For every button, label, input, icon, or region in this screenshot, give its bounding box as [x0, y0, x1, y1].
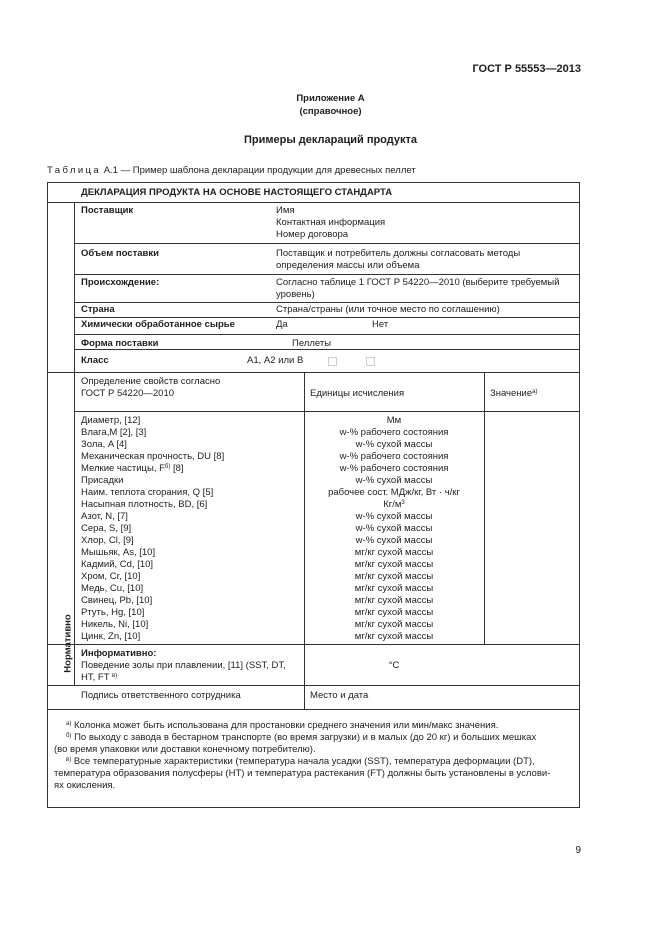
property-name	[81, 451, 224, 463]
property-unit	[304, 583, 484, 595]
property-unit-text: мг/кг сухой массы	[354, 571, 434, 582]
footnote-line	[66, 732, 536, 744]
origin-line: Согласно таблице 1 ГОСТ Р 54220—2010 (выберите требуемый	[276, 277, 560, 288]
origin-label-text: Происхождение:	[81, 277, 160, 288]
property-name-text: Сера, S, [9]	[81, 523, 132, 534]
origin-line: уровень)	[276, 289, 315, 300]
footnote-text: температура образования полусферы (HT) и температура растекания (FT) должны быть установлены в услови-	[54, 768, 551, 779]
property-unit-text: Кг/м	[383, 499, 402, 510]
footnote-text: ях окисления.	[54, 780, 116, 791]
page-title: Примеры деклараций продукта	[243, 134, 418, 146]
fines-sup: б)	[164, 464, 171, 470]
property-name	[81, 571, 140, 583]
property-unit	[304, 607, 484, 619]
row-divider	[74, 302, 579, 303]
property-name-text: Медь, Cu, [10]	[81, 583, 144, 594]
column-divider	[74, 202, 75, 685]
class-checkbox	[366, 357, 375, 366]
property-unit-text: w-% рабочего состояния	[339, 451, 449, 462]
row-divider	[48, 644, 579, 645]
footnote-mark: в)	[66, 757, 72, 763]
form-value: Пеллеты	[292, 338, 332, 349]
property-unit-text: w-% сухой массы	[355, 439, 433, 450]
property-unit	[304, 631, 484, 643]
property-unit-text: w-% сухой массы	[355, 523, 433, 534]
appendix-heading	[0, 92, 661, 118]
property-unit-text: мг/кг сухой массы	[354, 631, 434, 642]
property-unit	[304, 475, 484, 487]
country-label: Страна	[81, 304, 115, 315]
property-name	[81, 583, 143, 595]
footnote-text: (во время упаковки или доставки конечному потребителю).	[54, 744, 316, 755]
row-divider	[74, 411, 579, 412]
property-name-text: Хлор, Cl, [9]	[81, 535, 134, 546]
row-divider	[74, 317, 579, 318]
property-unit	[304, 499, 484, 511]
property-unit-text: мг/кг сухой массы	[354, 547, 434, 558]
property-name-text: Мелкие частицы, F	[81, 463, 165, 474]
property-name	[81, 619, 148, 631]
density-sup: 3	[401, 500, 405, 506]
property-name	[81, 559, 153, 571]
informative-unit: °C	[388, 660, 400, 671]
property-name	[81, 487, 213, 499]
property-name	[81, 511, 128, 523]
property-unit	[304, 523, 484, 535]
informative-sup: в)	[111, 673, 118, 679]
property-name	[81, 415, 140, 427]
supplier-label: Поставщик	[81, 205, 134, 216]
property-name	[81, 475, 123, 487]
normative-label: Нормативно	[62, 614, 74, 673]
informative-label: Информативно:	[81, 648, 157, 659]
property-name	[81, 439, 127, 451]
property-name	[81, 427, 146, 439]
property-name-text: Насыпная плотность, BD, [6]	[81, 499, 208, 510]
property-unit-text: w-% сухой массы	[355, 511, 433, 522]
property-name	[81, 523, 131, 535]
property-name	[81, 499, 207, 511]
property-unit	[304, 415, 484, 427]
col-value-header	[490, 388, 537, 400]
treated-no: Нет	[372, 319, 389, 330]
footnote-line	[66, 720, 498, 732]
property-name	[81, 595, 152, 607]
property-name-text: Хром, Cr, [10]	[81, 571, 141, 582]
property-unit-text: w-% рабочего состояния	[339, 463, 449, 474]
caption-text: А.1 — Пример шаблона декларации продукции для древесных пеллет	[103, 165, 416, 176]
treated-yes: Да	[276, 319, 288, 330]
table-footnotes	[47, 710, 580, 808]
property-unit-text: мг/кг сухой массы	[354, 595, 434, 606]
property-name	[81, 463, 184, 475]
property-unit-text: w-% сухой массы	[355, 475, 433, 486]
property-unit	[304, 463, 484, 475]
country-value: Страна/страны (или точное место по соглашению)	[276, 304, 500, 315]
property-unit	[304, 487, 484, 499]
fines-suffix: [8]	[170, 463, 184, 474]
row-divider	[48, 202, 579, 203]
property-unit	[304, 451, 484, 463]
property-unit-text: рабочее сост. МДж/кг, Вт · ч/кг	[328, 487, 460, 498]
volume-line: определения массы или объема	[276, 260, 420, 271]
row-divider	[74, 334, 579, 335]
property-unit	[304, 511, 484, 523]
treated-label: Химически обработанное сырье	[81, 319, 235, 330]
row-divider	[74, 274, 579, 275]
col-props-line: Определение свойств согласно	[81, 376, 221, 387]
property-unit	[304, 595, 484, 607]
appendix-subtitle: (справочное)	[299, 106, 362, 117]
property-unit	[304, 547, 484, 559]
column-divider	[484, 372, 485, 644]
form-label: Форма поставки	[81, 338, 159, 349]
property-unit-text: мг/кг сухой массы	[354, 619, 434, 630]
property-unit-text: w-% сухой массы	[355, 535, 433, 546]
informative-line	[81, 672, 117, 684]
footnote-line	[54, 780, 115, 792]
caption-label: Таблица	[47, 165, 102, 176]
property-unit-text: мг/кг сухой массы	[354, 607, 434, 618]
property-name	[81, 547, 155, 559]
property-name-text: Диаметр, [12]	[81, 415, 141, 426]
footnote-text: По выходу с завода в бестарном транспорте (во время загрузки) и в малых (до 20 кг) и больших мешках	[74, 732, 537, 743]
class-label: Класс	[81, 355, 109, 366]
property-unit	[304, 559, 484, 571]
col-value-text: Значение	[490, 388, 533, 399]
supplier-line: Контактная информация	[276, 217, 386, 228]
property-name-text: Влага,M [2], [3]	[81, 427, 147, 438]
property-unit	[304, 571, 484, 583]
informative-text: HT, FT	[81, 672, 110, 683]
col-props-line: ГОСТ Р 54220—2010	[81, 388, 175, 399]
property-unit-text: мг/кг сухой массы	[354, 583, 434, 594]
property-name-text: Зола, A [4]	[81, 439, 127, 450]
page-number: 9	[575, 845, 581, 856]
property-unit	[304, 427, 484, 439]
property-name-text: Ртуть, Hg, [10]	[81, 607, 145, 618]
declaration-table	[47, 182, 580, 710]
property-unit	[304, 619, 484, 631]
footnote-mark: б)	[66, 733, 72, 739]
property-name-text: Мышьяк, As, [10]	[81, 547, 156, 558]
property-name-text: Присадки	[81, 475, 124, 486]
col-units-header: Единицы исчисления	[310, 388, 405, 399]
table-header: ДЕКЛАРАЦИЯ ПРОДУКТА НА ОСНОВЕ НАСТОЯЩЕГО СТАНДАРТА	[81, 187, 393, 198]
footnote-text: Колонка может быть использована для простановки среднего значения или мин/макс значения.	[73, 720, 499, 731]
volume-line: Поставщик и потребитель должны согласовать методы	[276, 248, 521, 259]
class-value: А1, А2 или В	[247, 355, 304, 366]
property-name-text: Цинк, Zn, [10]	[81, 631, 141, 642]
property-name-text: Свинец, Pb, [10]	[81, 595, 153, 606]
informative-line: Поведение золы при плавлении, [11] (SST, DT,	[81, 660, 286, 671]
document-code: ГОСТ Р 55553—2013	[472, 63, 581, 75]
supplier-line: Имя	[276, 205, 295, 216]
property-unit-text: Мм	[386, 415, 402, 426]
footnote-line	[54, 768, 550, 780]
volume-label: Объем поставки	[81, 248, 159, 259]
property-name-text: Азот, N, [7]	[81, 511, 128, 522]
origin-label	[81, 277, 159, 289]
class-checkbox	[328, 357, 337, 366]
supplier-line: Номер договора	[276, 229, 349, 240]
row-divider	[74, 243, 579, 244]
place-date-label: Место и дата	[310, 690, 369, 701]
property-name-text: Механическая прочность, DU [8]	[81, 451, 225, 462]
property-name	[81, 631, 140, 643]
property-unit	[304, 439, 484, 451]
footnote-text: Все температурные характеристики (температура начала усадки (SST), температура деформации (DT),	[73, 756, 535, 767]
property-name	[81, 607, 144, 619]
col-value-sup: а)	[532, 389, 538, 395]
property-name-text: Наим. теплота сгорания, Q [5]	[81, 487, 214, 498]
signature-label: Подпись ответственного сотрудника	[81, 690, 241, 701]
table-caption	[47, 165, 416, 176]
property-unit-text: мг/кг сухой массы	[354, 559, 434, 570]
property-unit	[304, 535, 484, 547]
property-unit-text: w-% рабочего состояния	[339, 427, 449, 438]
property-name-text: Кадмий, Cd, [10]	[81, 559, 154, 570]
footnote-line	[66, 756, 535, 768]
footnote-mark: а)	[66, 721, 72, 727]
property-name	[81, 535, 134, 547]
property-name-text: Никель, Ni, [10]	[81, 619, 149, 630]
appendix-title: Приложение А	[296, 93, 365, 104]
footnote-line	[54, 744, 316, 756]
row-divider	[48, 372, 579, 373]
row-divider	[48, 685, 579, 686]
